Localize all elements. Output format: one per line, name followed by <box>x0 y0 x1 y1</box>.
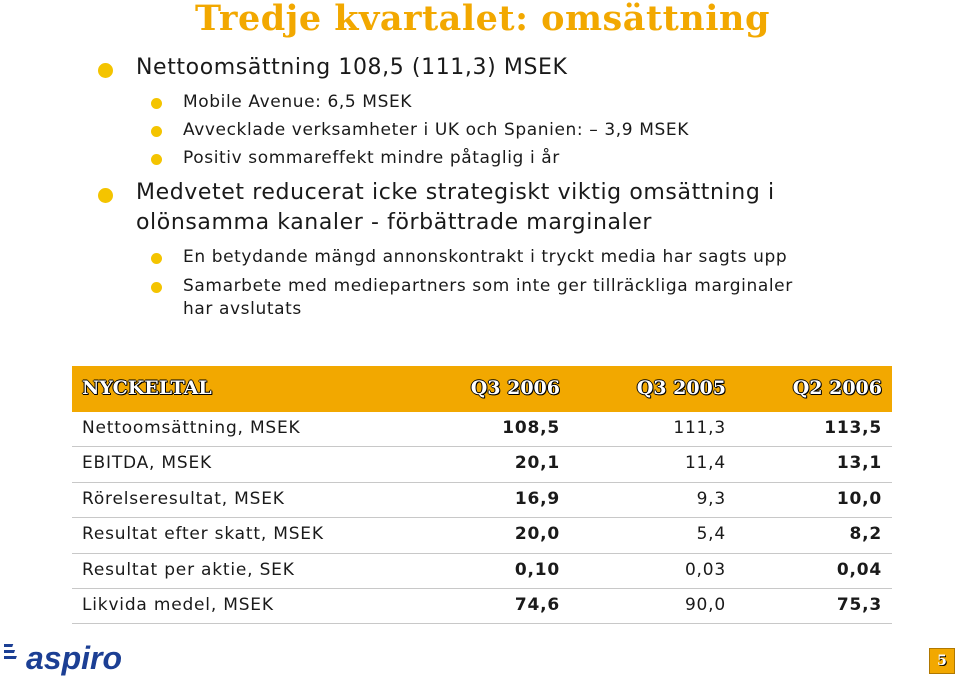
header-nyckeltal: NYCKELTAL <box>82 377 212 399</box>
bullet-dot-icon <box>151 98 162 109</box>
bullet-item: Mobile Avenue: 6,5 MSEK <box>183 92 412 112</box>
bullet-item: Samarbete med mediepartners som inte ger tillräckliga marginaler <box>183 276 793 296</box>
bullet-item: Medvetet reducerat icke strategiskt viktig omsättning i <box>136 180 775 205</box>
table-row: Likvida medel, MSEK 74,6 90,0 75,3 <box>72 589 892 624</box>
bullet-item: En betydande mängd annonskontrakt i tryckt media har sagts upp <box>183 247 787 267</box>
bullet-dot-icon <box>151 154 162 165</box>
bullet-item: Avvecklade verksamheter i UK och Spanien: – 3,9 MSEK <box>183 120 689 140</box>
table-header <box>72 366 892 412</box>
bullet-item: Nettoomsättning 108,5 (111,3) MSEK <box>136 55 568 80</box>
table-row: EBITDA, MSEK 20,1 11,4 13,1 <box>72 447 892 482</box>
bullet-dot-icon <box>151 253 162 264</box>
page-number: 5 <box>929 648 955 674</box>
table-row: Resultat efter skatt, MSEK 20,0 5,4 8,2 <box>72 518 892 553</box>
header-q3-2006: Q3 2006 <box>470 377 560 399</box>
header-q2-2006: Q2 2006 <box>792 377 882 399</box>
key-figures-table <box>72 366 892 624</box>
bullet-dot-icon <box>151 282 162 293</box>
header-q3-2005: Q3 2005 <box>636 377 726 399</box>
table-row: Rörelseresultat, MSEK 16,9 9,3 10,0 <box>72 483 892 518</box>
slide-title: Tredje kvartalet: omsättning <box>195 0 770 39</box>
bullet-continuation: har avslutats <box>183 299 302 319</box>
aspiro-logo <box>4 642 156 676</box>
bullet-dot-icon <box>151 126 162 137</box>
bullet-dot-icon <box>98 63 113 78</box>
logo-text: aspiro <box>26 642 123 676</box>
bullet-item: Positiv sommareffekt mindre påtaglig i år <box>183 148 560 168</box>
bullet-dot-icon <box>98 188 113 203</box>
table-row: Resultat per aktie, SEK 0,10 0,03 0,04 <box>72 554 892 589</box>
table-row: Nettoomsättning, MSEK 108,5 111,3 113,5 <box>72 412 892 447</box>
bullet-continuation: olönsamma kanaler - förbättrade marginaler <box>136 210 653 235</box>
